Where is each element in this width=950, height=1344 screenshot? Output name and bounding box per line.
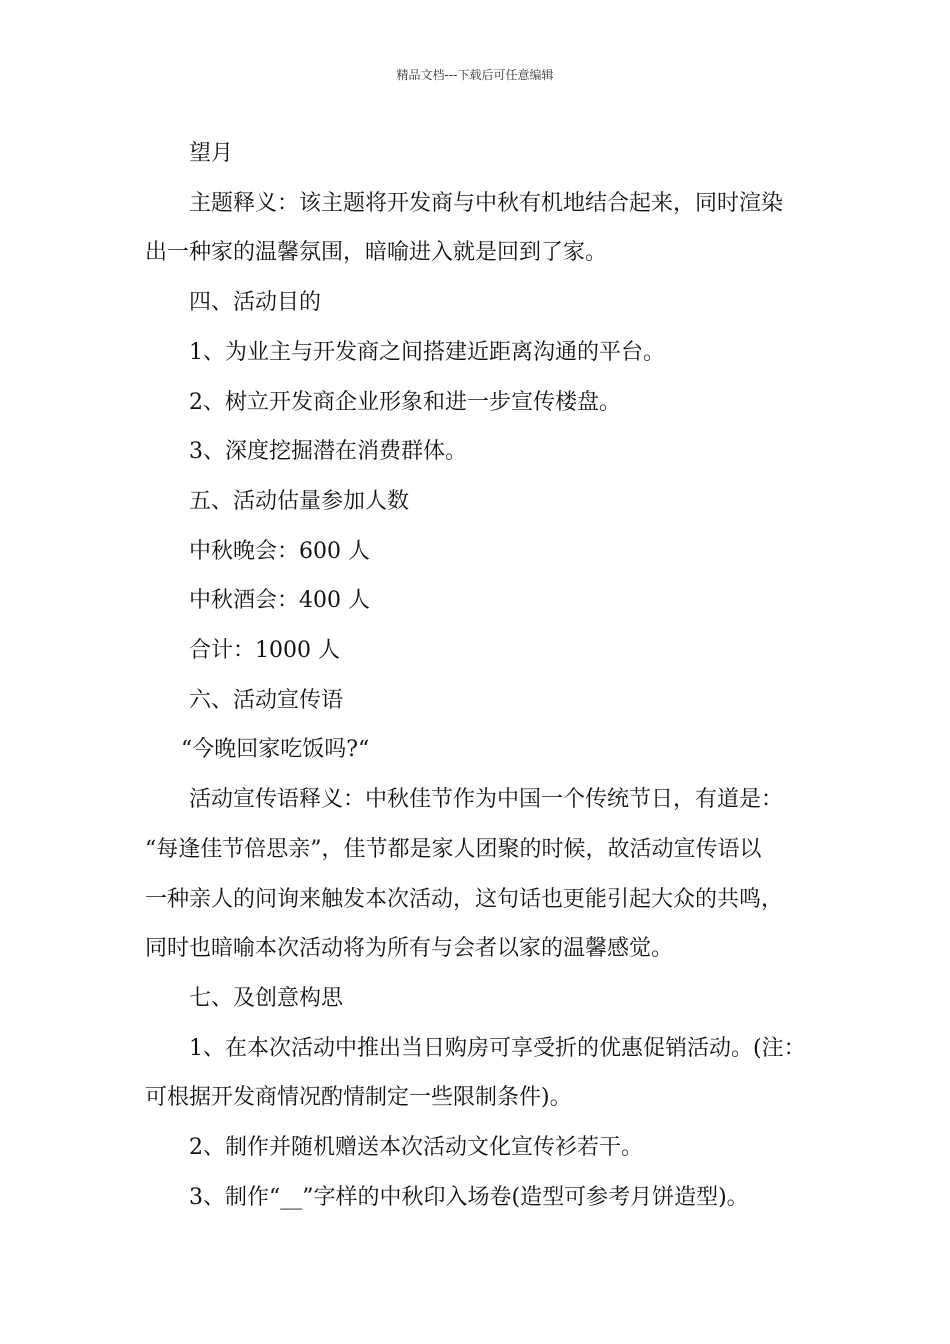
paragraph-line: “每逢佳节倍思亲”，佳节都是家人团聚的时候，故活动宣传语以 xyxy=(145,836,762,862)
paragraph-line: 中秋晚会：600 人 xyxy=(189,538,370,564)
section-heading: 五、活动估量参加人数 xyxy=(189,488,410,514)
list-item: 2、树立开发商企业形象和进一步宣传楼盘。 xyxy=(189,389,621,415)
list-item: 1、为业主与开发商之间搭建近距离沟通的平台。 xyxy=(189,339,665,365)
slogan-line: “今晚回家吃饭吗?“ xyxy=(181,737,370,763)
paragraph-line: 可根据开发商情况酌情制定一些限制条件)。 xyxy=(145,1085,572,1111)
document-body xyxy=(145,129,815,1222)
paragraph-line: 同时也暗喻本次活动将为所有与会者以家的温馨感觉。 xyxy=(145,936,674,962)
page-header: 精品文档---下载后可任意编辑 xyxy=(396,68,554,82)
paragraph-line: 中秋酒会：400 人 xyxy=(189,588,370,614)
section-heading: 六、活动宣传语 xyxy=(189,687,344,713)
list-item: 3、深度挖掘潜在消费群体。 xyxy=(189,439,467,465)
section-heading: 四、活动目的 xyxy=(189,290,322,316)
list-item: 3、制作“__”字样的中秋印入场卷(造型可参考月饼造型)。 xyxy=(189,1184,749,1210)
paragraph-line: 活动宣传语释义：中秋佳节作为中国一个传统节日，有道是： xyxy=(189,787,784,813)
list-item: 1、在本次活动中推出当日购房可享受折的优惠促销活动。(注： xyxy=(189,1035,806,1061)
list-item: 2、制作并随机赠送本次活动文化宣传衫若干。 xyxy=(189,1135,643,1161)
paragraph-line: 出一种家的温馨氛围，暗喻进入就是回到了家。 xyxy=(145,240,608,266)
paragraph-line: 合计：1000 人 xyxy=(189,638,340,664)
paragraph-line: 主题释义：该主题将开发商与中秋有机地结合起来，同时渲染 xyxy=(189,190,784,216)
section-heading: 七、及创意构思 xyxy=(189,985,344,1011)
paragraph-line: 望月 xyxy=(189,141,234,166)
paragraph-line: 一种亲人的问询来触发本次活动，这句话也更能引起大众的共鸣， xyxy=(145,886,784,912)
